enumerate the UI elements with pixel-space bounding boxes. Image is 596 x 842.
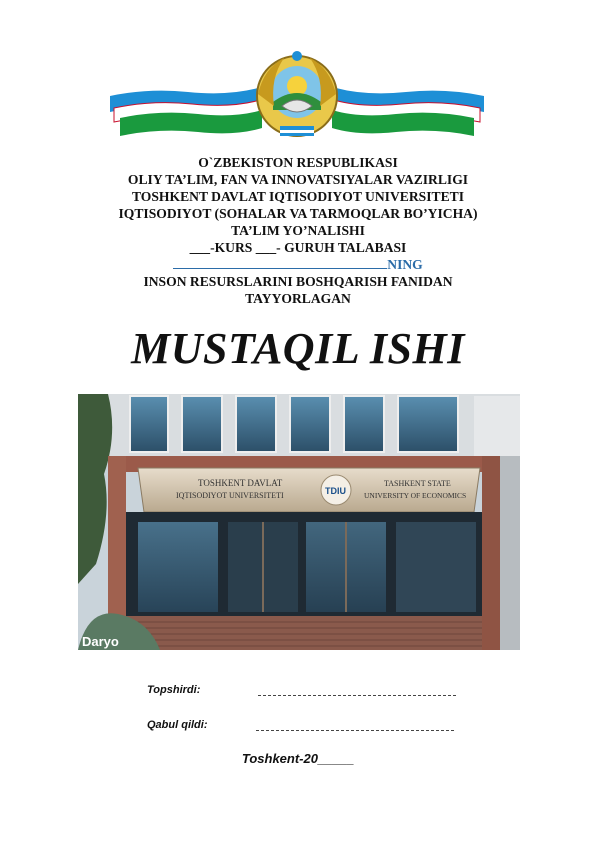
prepared-line: TAYYORLAGAN — [245, 291, 351, 306]
sign-right-2: UNIVERSITY OF ECONOMICS — [364, 491, 467, 500]
sign-right-1: TASHKENT STATE — [384, 479, 451, 488]
sign-left-1: TOSHKENT DAVLAT — [198, 478, 283, 488]
state-emblem-banner — [108, 48, 486, 140]
university-line: TOSHKENT DAVLAT IQTISODIYOT UNIVERSITETI — [131, 189, 465, 204]
student-name-line — [60, 256, 536, 273]
subject-line: INSON RESURSLARINI BOSHQARISH FANIDAN — [143, 274, 453, 289]
city-year: Toshkent-20_____ — [241, 751, 355, 766]
building-illustration — [78, 394, 520, 650]
student-name-blank — [173, 256, 387, 269]
document-title: MUSTAQIL ISHI — [131, 324, 465, 373]
title-page-header — [60, 154, 536, 307]
course-group-line: ___-KURS ___- GURUH TALABASI — [189, 240, 407, 255]
received-by-label: Qabul qildi: — [147, 719, 208, 731]
field-line: IQTISODIYOT (SOHALAR VA TARMOQLAR BO’YICHA) — [118, 206, 478, 221]
received-by-line — [256, 730, 454, 731]
flag-emblem-graphic — [108, 48, 486, 140]
student-name-suffix: NING — [387, 257, 423, 272]
photo-watermark: Daryo — [82, 634, 119, 649]
ministry-line: OLIY TA’LIM, FAN VA INNOVATSIYALAR VAZIRLIGI — [127, 172, 469, 187]
university-building-photo — [78, 394, 520, 650]
sign-left-2: IQTISODIYOT UNIVERSITETI — [176, 491, 284, 500]
sign-logo: TDIU — [325, 486, 346, 496]
submitted-by-line — [258, 695, 456, 696]
field-direction-line: TA’LIM YO’NALISHI — [231, 223, 365, 238]
republic-line: O`ZBEKISTON RESPUBLIKASI — [198, 155, 398, 170]
submitted-by-label: Topshirdi: — [147, 684, 201, 696]
